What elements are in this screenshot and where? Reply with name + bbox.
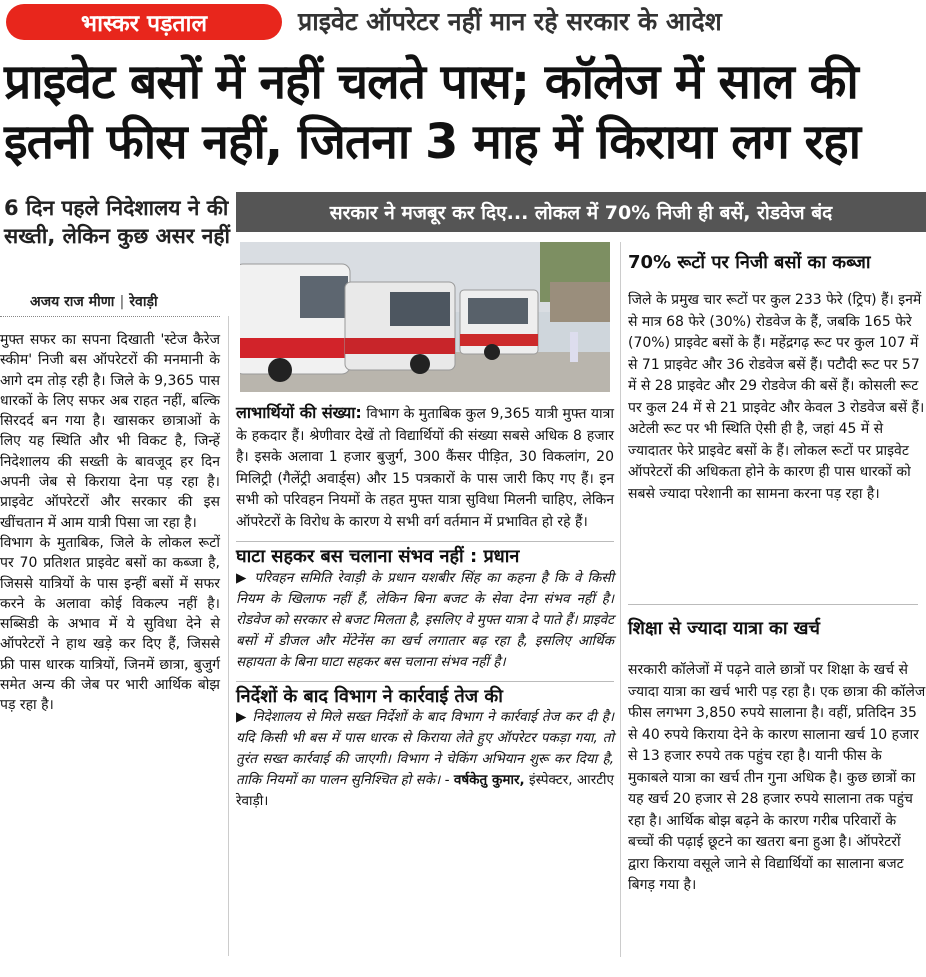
president-quote: परिवहन समिति रेवाड़ी के प्रधान यशबीर सिंह का कहना है कि वे किसी नियम के खिलाफ नहीं हैं, लेकिन बिना बजट के सेवा देना संभव नहीं है। रोडवेज को सरकार से बजट मिलता है, इसलिए वे मुफ्त यात्रा दे पाते हैं। प्राइवेट बसों में डीजल और मेंटेनेंस का खर्च लगातार बढ़ रहा है, इसलिए आर्थिक सहायता के बिना घाटा सहकर बस चलाना संभव नहीं है। — [236, 569, 614, 670]
beneficiaries-text: विभाग के मुताबिक कुल 9,365 यात्री मुफ्त यात्रा के हकदार हैं। श्रेणीवार देखें तो विद्यार्थियों की संख्या सबसे अधिक 8 हजार है। इसके अलावा 1 हजार बुजुर्ग, 300 कैंसर पीड़ित, 30 विकलांग, 20 मिलिट्री (गैलेंट्री अवार्ड्स) और 15 पत्रकारों के पास जारी किए गए हैं। इन सभी को परिवहन नियमों के तहत मुफ्त यात्रा सुविधा मिलनी चाहिए, लेकिन ऑपरेटरों के विरोध के कारण ये सभी वर्ग वर्तमान में प्रभावित हो रहे हैं। — [236, 406, 615, 530]
education-cost-heading: शिक्षा से ज्यादा यात्रा का खर्च — [628, 618, 820, 639]
section-brand-badge — [6, 4, 282, 40]
brand-label: भास्कर पड़ताल — [80, 11, 208, 37]
routes-heading: 70% रूटों पर निजी बसों का कब्जा — [628, 252, 871, 273]
headline-line-1: प्राइवेट बसों में नहीं चलते पास; कॉलेज में साल की — [4, 54, 858, 110]
bus-photo-illustration — [240, 242, 610, 392]
action-signatory: वर्षकेतु कुमार, — [453, 772, 525, 788]
column-divider-left — [228, 316, 229, 956]
deck-banner: सरकार ने मजबूर कर दिए... लोकल में 70% निजी ही बसें, रोडवेज बंद — [236, 192, 926, 232]
left-column-body — [0, 330, 220, 716]
middle-column-body — [236, 402, 614, 812]
right-section-divider — [628, 604, 918, 605]
byline: अजय राज मीणा | रेवाड़ी — [30, 294, 158, 310]
bus-stand-photo — [240, 242, 610, 392]
action-section-text: ▶ निदेशालय से मिले सख्त निर्देशों के बाद विभाग ने कार्रवाई तेज कर दी है। यदि किसी भी बस में पास धारक से किराया लेते हुए ऑपरेटर पकड़ा गया, तो तुरंत सख्त कार्रवाई की जाएगी। विभाग ने चेकिंग अभियान शुरू कर दिया है, ताकि नियमों का पालन सुनिश्चित हो सके। - वर्षकेतु कुमार, इंस्पेक्टर, आरटीए रेवाड़ी। — [236, 709, 614, 809]
action-section-heading: निर्देशों के बाद विभाग ने कार्रवाई तेज की — [236, 685, 503, 707]
action-quote: निदेशालय से मिले सख्त निर्देशों के बाद विभाग ने कार्रवाई तेज कर दी है। यदि किसी भी बस में पास धारक से किराया लेते हुए ऑपरेटर पकड़ा गया, तो तुरंत सख्त कार्रवाई की जाएगी। विभाग ने चेकिंग अभियान शुरू कर दिया है, ताकि नियमों का पालन सुनिश्चित हो सके। - — [236, 709, 614, 788]
beneficiaries-paragraph — [236, 402, 614, 533]
byline-author: अजय राज मीणा — [30, 294, 115, 310]
president-section-heading: घाटा सहकर बस चलाना संभव नहीं : प्रधान — [236, 546, 520, 567]
kicker-line: प्राइवेट ऑपरेटर नहीं मान रहे सरकार के आदेश — [298, 7, 722, 36]
subheadline: 6 दिन पहले निदेशालय ने की सख्ती, लेकिन कुछ असर नहीं — [4, 196, 230, 248]
routes-text: जिले के प्रमुख चार रूटों पर कुल 233 फेरे (ट्रिप) हैं। इनमें से मात्र 68 फेरे (30%) रोडवेज के हैं, जबकि 165 फेरे (70%) प्राइवेट बसों के हैं। महेंद्रगढ़ रूट पर कुल 107 में से 71 प्राइवेट और 36 रोडवेज बसें हैं। पटौदी रूट पर 57 में से 28 प्राइवेट और 29 रोडवेज की बसें हैं। कोसली रूट पर कुल 24 में से 21 प्राइवेट और केवल 3 रोडवेज बसें हैं। अटेली रूट पर भी स्थिति ऐसी ही है, जहां 45 में से ज्यादातर फेरे प्राइवेट बसों के हैं। लोकल रूटों पर प्राइवेट ऑपरेटरों की अधिकता होने के कारण ही पास धारकों को सबसे ज्यादा परेशानी का सामना करना पड़ रहा है। — [628, 292, 925, 502]
action-signatory-role: इंस्पेक्टर, आरटीए रेवाड़ी। — [236, 772, 614, 809]
left-paragraph-1: मुफ्त सफर का सपना दिखाती 'स्टेज कैरेज स्कीम' निजी बस ऑपरेटरों की मनमानी के आगे दम तोड़ रही है। जिले के 9,365 पास धारकों के लिए सफर अब राहत नहीं, बल्कि सिरदर्द बन गया है। खासकर छात्राओं के लिए यह स्थिति और भी विकट है, जिन्हें निदेशालय की सख्ती के बावजूद हर दिन अपनी जेब से किराया देना पड़ रहा है। प्राइवेट ऑपरेटरों और सरकार की इस खींचतान में आम यात्री पिसा जा रहा है। — [0, 332, 220, 531]
left-paragraph-2: विभाग के मुताबिक, जिले के लोकल रूटों पर 70 प्रतिशत प्राइवेट बसों का कब्जा है, जिससे यात्रियों के पास इन्हीं बसों में सफर करने के अलावा कोई विकल्प नहीं है। सब्सिडी के अभाव में ये सुविधा देने से ऑपरेटरों ने हाथ खड़े कर दिए हैं, जिससे फ्री पास धारक यात्रियों, जिनमें छात्रा, बुजुर्ग समेत अन्य की जेब पर भारी आर्थिक बोझ पड़ रहा है। — [0, 534, 220, 714]
column-divider-right — [620, 242, 621, 957]
education-cost-text: सरकारी कॉलेजों में पढ़ने वाले छात्रों पर शिक्षा के खर्च से ज्यादा यात्रा का खर्च भारी पड़ रहा है। एक छात्रा की कॉलेज फीस लगभग 3,850 रुपये सालाना है। वहीं, प्रतिदिन 35 से 40 रुपये किराया देने के कारण सालाना खर्च 10 हजार से 13 हजार रुपये तक पहुंच रहा है। यानी फीस के मुकाबले यात्रा का खर्च तीन गुना अधिक है। कुछ छात्रों का यह खर्च 20 हजार से 28 हजार रुपये सालाना तक पहुंच रहा है। आर्थिक बोझ बढ़ने के कारण गरीब परिवारों के बच्चों की पढ़ाई छूटने का खतरा बना हुआ है। ऑपरेटरों द्वारा किराया वसूले जाने से विद्यार्थियों का सालाना बजट बिगड़ गया है। — [628, 662, 926, 893]
president-section-text: ▶ परिवहन समिति रेवाड़ी के प्रधान यशबीर सिंह का कहना है कि वे किसी नियम के खिलाफ नहीं हैं, लेकिन बिना बजट के सेवा देना संभव नहीं है। रोडवेज को सरकार से बजट मिलता है, इसलिए वे मुफ्त यात्रा दे पाते हैं। प्राइवेट बसों में डीजल और मेंटेनेंस का खर्च लगातार बढ़ रहा है, इसलिए आर्थिक सहायता के बिना घाटा सहकर बस चलाना संभव नहीं है। — [236, 569, 614, 670]
byline-place: रेवाड़ी — [129, 294, 158, 310]
beneficiaries-heading: लाभार्थियों की संख्या: — [236, 403, 362, 422]
byline-divider — [0, 316, 220, 317]
headline-line-2: इतनी फीस नहीं, जितना 3 माह में किराया लग रहा — [4, 114, 861, 170]
headline — [4, 52, 924, 172]
